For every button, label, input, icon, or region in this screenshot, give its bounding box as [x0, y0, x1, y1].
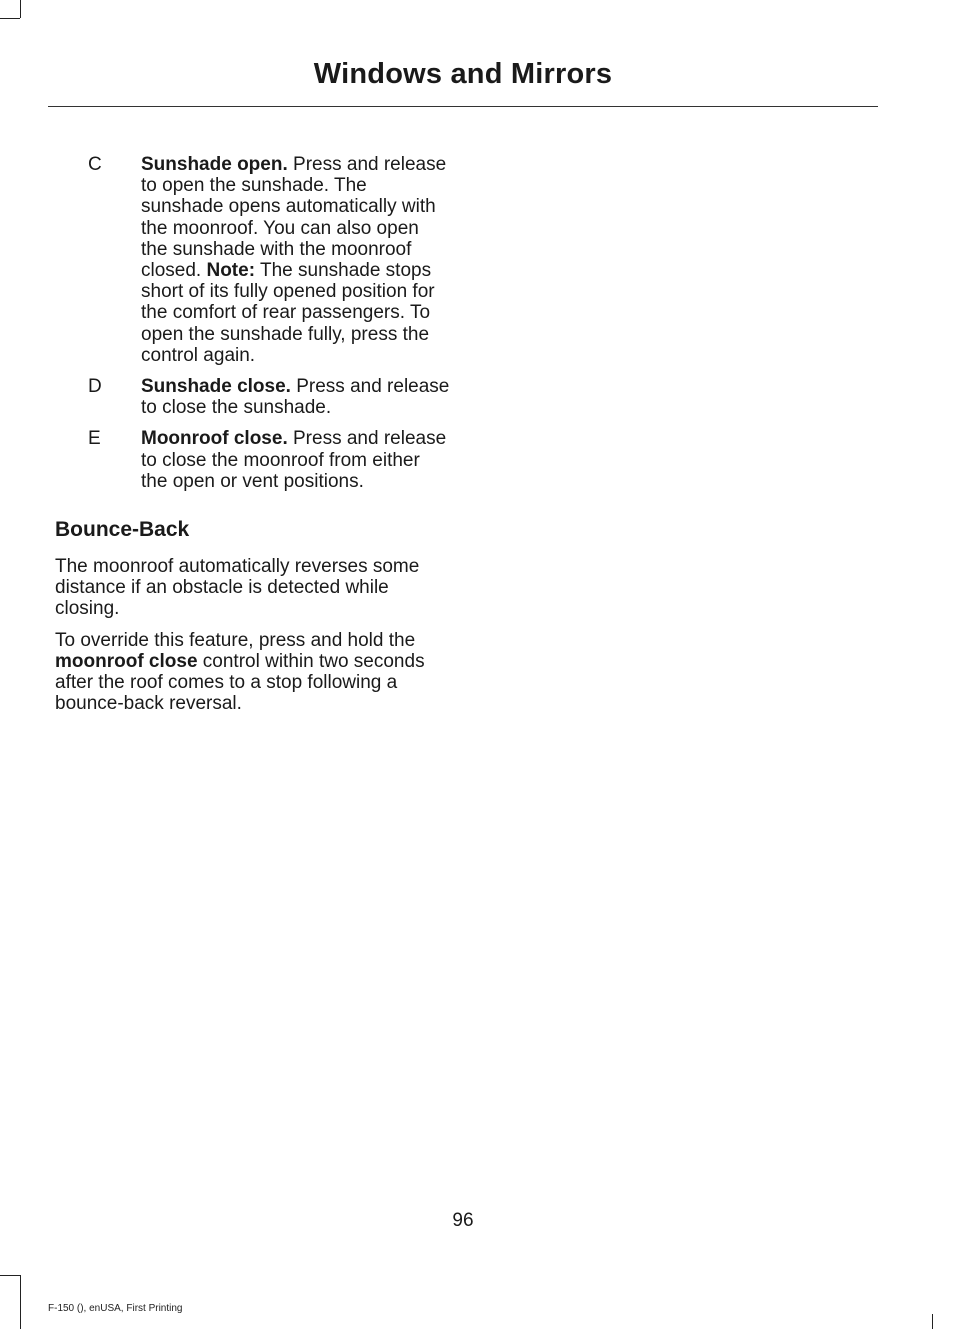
edition-footer: F-150 (), enUSA, First Printing [48, 1303, 183, 1314]
crop-mark-bottom-left [0, 1275, 20, 1276]
crop-mark-bottom-right-vertical [932, 1314, 933, 1329]
item-letter: D [88, 376, 102, 398]
item-letter: E [88, 428, 101, 450]
list-item-c [55, 154, 450, 366]
item-description [141, 154, 450, 366]
page-number: 96 [452, 1210, 474, 1231]
item-label: Moonroof close. [141, 428, 288, 450]
item-description [141, 428, 450, 492]
para2-text-pre: To override this feature, press and hold the [55, 629, 416, 651]
item-text-part1: Press and release to close the moonroof from either the open or vent positions. [141, 428, 447, 492]
item-text-part1: Press and release to close the sunshade. [141, 376, 450, 419]
bounce-back-paragraph-2 [55, 630, 450, 715]
item-label: Sunshade open. [141, 154, 288, 175]
item-text-part2: The sunshade stops short of its fully opened position for the comfort of rear passengers. To open the sunshade fully, press the control again. [141, 260, 435, 366]
crop-mark-bottom-left-vertical [20, 1275, 21, 1329]
item-description [141, 376, 450, 418]
crop-mark-top-left-vertical [20, 0, 21, 18]
item-label: Sunshade close. [141, 376, 291, 398]
content-column [55, 154, 450, 724]
para2-bold-term: moonroof close [55, 650, 198, 672]
list-item-d [55, 376, 450, 418]
para2-text-post: control within two seconds after the roof comes to a stop following a bounce-back reversal. [55, 650, 425, 715]
title-divider [48, 106, 878, 107]
bounce-back-paragraph-1: The moonroof automatically reverses some distance if an obstacle is detected while closing. [55, 556, 420, 620]
item-letter: C [88, 154, 102, 175]
page-title: Windows and Mirrors [313, 58, 613, 90]
item-text-part1: Press and release to open the sunshade. The sunshade opens automatically with the moonroof. You can also open the sunshade with the moonroof closed. [141, 154, 447, 282]
note-label: Note: [206, 260, 256, 282]
list-item-e [55, 428, 450, 492]
section-heading-bounce-back: Bounce-Back [55, 518, 190, 542]
crop-mark-top-left [0, 18, 20, 19]
